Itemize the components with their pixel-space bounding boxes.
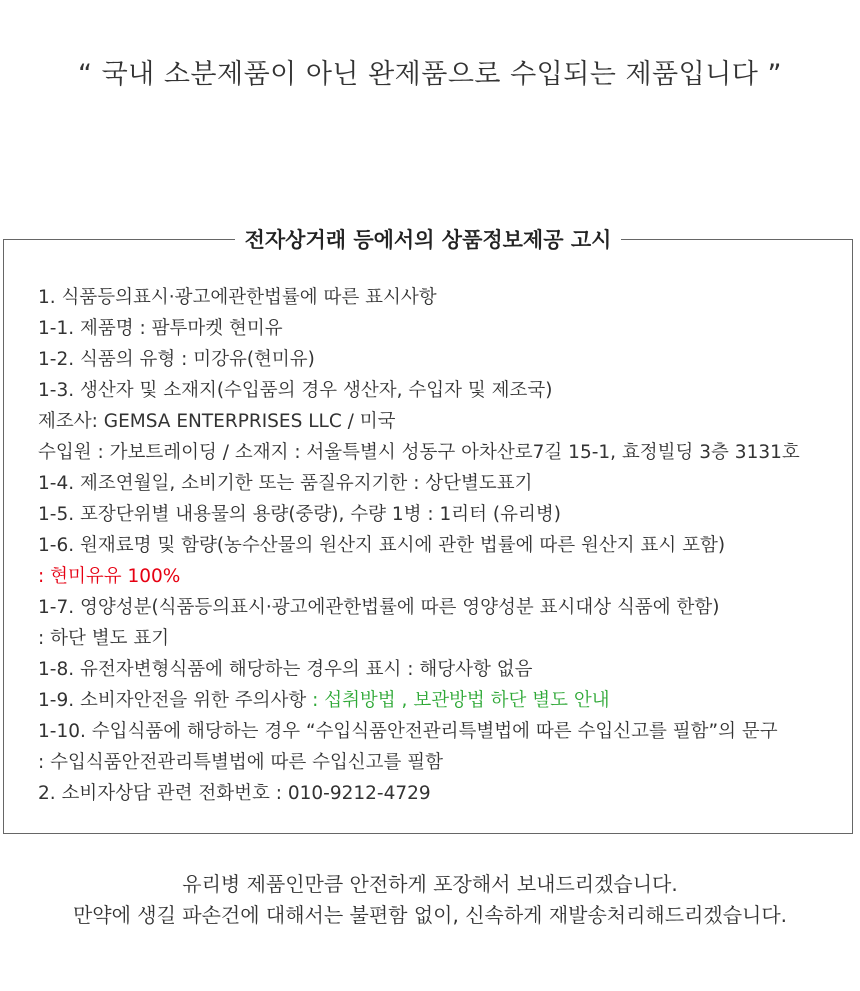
footer-line-1: 유리병 제품인만큼 안전하게 포장해서 보내드리겠습니다.	[182, 872, 678, 896]
notice-line: 1-4. 제조연월일, 소비기한 또는 품질유지기한 : 상단별도표기	[38, 473, 533, 494]
notice-title-wrap	[4, 224, 852, 254]
notice-line: 1-10. 수입식품에 해당하는 경우 “수입식품안전관리특별법에 따른 수입신고를 필함”의 문구	[38, 721, 778, 742]
notice-lines	[38, 282, 800, 809]
notice-line: 1. 식품등의표시·광고에관한법률에 따른 표시사항	[38, 287, 437, 308]
notice-line: 1-8. 유전자변형식품에 해당하는 경우의 표시 : 해당사항 없음	[38, 659, 533, 680]
notice-line: 1-3. 생산자 및 소재지(수입품의 경우 생산자, 수입자 및 제조국)	[38, 380, 553, 401]
notice-line: : 수입식품안전관리특별법에 따른 수입신고를 필함	[38, 752, 444, 773]
caution-highlight: : 섭취방법 , 보관방법 하단 별도 안내	[312, 690, 610, 711]
notice-line: : 하단 별도 표기	[38, 628, 170, 649]
notice-line: 2. 소비자상담 관련 전화번호 : 010-9212-4729	[38, 783, 431, 804]
notice-line-label: 1-9. 소비자안전을 위한 주의사항	[38, 690, 313, 711]
notice-line: 1-6. 원재료명 및 함량(농수산물의 원산지 표시에 관한 법률에 따른 원산지 표시 포함)	[38, 535, 726, 556]
notice-line: 1-5. 포장단위별 내용물의 용량(중량), 수량 1병 : 1리터 (유리병)	[38, 504, 561, 525]
notice-line: 수입원 : 가보트레이딩 / 소재지 : 서울특별시 성동구 아차산로7길 15-1, 효정빌딩 3층 3131호	[38, 442, 800, 463]
notice-title: 전자상거래 등에서의 상품정보제공 고시	[235, 228, 622, 252]
footer-message	[0, 869, 860, 931]
product-notice-box	[3, 228, 853, 834]
footer-line-2: 만약에 생길 파손건에 대해서는 불편함 없이, 신속하게 재발송처리해드리겠습니다.	[72, 903, 788, 927]
ingredient-highlight-line: : 현미유유 100%	[38, 566, 181, 587]
notice-line: 제조사: GEMSA ENTERPRISES LLC / 미국	[38, 411, 396, 432]
notice-line: 1-7. 영양성분(식품등의표시·광고에관한법률에 따른 영양성분 표시대상 식품에 한함)	[38, 597, 720, 618]
notice-line: 1-1. 제품명 : 팜투마켓 현미유	[38, 318, 283, 339]
headline: “ 국내 소분제품이 아닌 완제품으로 수입되는 제품입니다 ”	[78, 59, 782, 90]
notice-line: 1-2. 식품의 유형 : 미강유(현미유)	[38, 349, 315, 370]
notice-line	[38, 685, 800, 716]
